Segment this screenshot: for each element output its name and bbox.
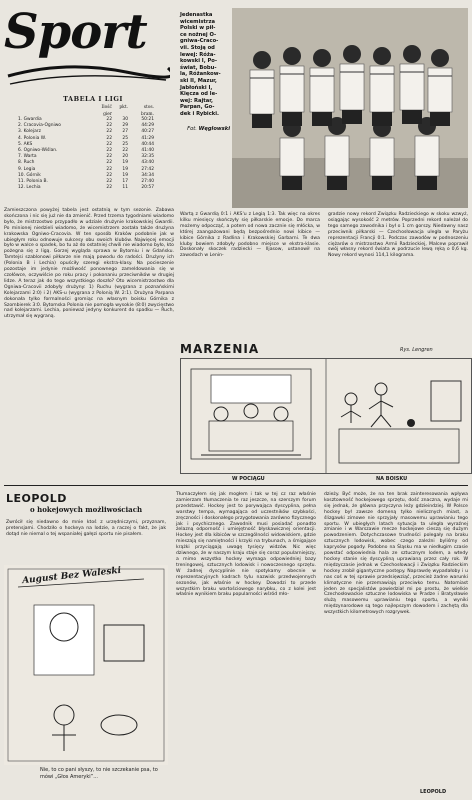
team-points: 27 [122,129,128,135]
team-points: 19 [122,172,128,178]
team-goals: 32:35 [141,154,154,160]
header-games: Ilość [101,105,112,110]
team-goals: 34:34 [141,172,154,178]
photo-caption-line: dek i Rybicki. [180,110,219,117]
cartoon-caption-left: W POCIĄGU [232,476,265,482]
team-name: 2. Cracovia-Ogniwo [18,123,61,129]
team-name: 5. AKS [18,141,33,147]
photo-caption-line: Polski w pił- [180,25,216,32]
leopold-subtitle: o hokejowych możliwościach [30,505,143,514]
league-table-title: TABELA I LIGI [63,95,123,103]
team-games: 22 [106,123,112,129]
league-table-header [18,105,168,110]
cartoon-caption-right: NA BOISKU [376,476,408,482]
team-photo-drawing [232,8,468,208]
team-points: 19 [122,166,128,172]
photo-caption-line: Parpan, Go- [180,104,215,111]
team-goals: 50:21 [141,117,154,122]
team-games: 22 [106,160,112,166]
leopold-cartoon-sign: August Bez Waleski [21,565,122,587]
cartoon-heading: MARZENIA [180,342,260,356]
team-goals: 27:40 [141,179,154,185]
photo-caption-line: lewej: Róża- [180,51,216,58]
photo-credit-name: Węglowski [198,125,230,132]
team-games: 22 [106,185,112,191]
league-table-row [18,185,168,191]
photo-caption-line: ce nożnej O- [180,31,217,38]
team-name: 6. Ogniwo-Wiślan. [18,148,58,154]
team-name: 7. Warta [18,154,37,160]
league-table-rows [18,117,168,191]
team-games: 22 [106,117,112,122]
photo-caption-line: Jabłoński I, [180,84,213,91]
team-name: 12. Lechia [18,185,41,191]
team-points: 17 [122,179,128,185]
cartoon-artist: Rys. Lengren [400,347,433,353]
cartoon-marzenia [180,358,472,474]
subheader-games: gier [103,112,112,117]
photo-caption-line: świat, Bobu- [180,64,217,71]
team-points: 25 [122,141,128,147]
team-name: 11. Polonia B. [18,179,48,185]
masthead-title: Sport [4,4,147,60]
sport-news-col-mid: Wartą z Gwardią 0:1 i AKS'u z Legią 1:3. Tak więc na okres kilku miesięcy skończyły się piłkarskie emocje. Do marca możemy odpocząć, a potem od nowa zacznie się młócka, w której zaangażowani będą bezpośrednio nowi kibice — kibice Górnika z Radlina i Krakowskiej Garbarni. Te dwa kluby bowiem zdobyły podobno miejsce w ekstra-klasie. Doskonały skoczek radziecki — Iljasow, ustanowił na zawodach w Lenin- [180,212,320,259]
team-points: 25 [122,135,128,141]
photo-caption-line: wicemistrza [180,18,215,25]
header-points: pkt. [119,105,128,110]
header-goals: stos. [143,105,154,110]
team-points: 20 [122,154,128,160]
lead-article-text: Zamieszczona powyżej tabela jest ostatnią w tym sezonie. Zabawa skończona i nic się już nie da zmienić. Przed trzema tygodniami wiadomo było, że mistrzostwo przypadło w udziale drużynie krakowskiej Gwardii. Po minionej niedzieli wiadomo, że wicemistrzem została także drużyna krakowska Ogniwo-Cracovia. W ten sposób Kraków podobnie jak w ubiegłym roku odnowuje sukcesy obu swoich klubów. Najwięcej emocji było w walce o spadek, bo tu aż do ostatniej chwili nie wiadomo było, kto pożegna się z ligą. Gorzej wygląda sprawa w Bytomiu i w Gdańsku. Tamtejsi szablonowi piłkarze nie mają powodu do radości. Drużyny ich (Polonia B i Lechia) opuściły szeregi ekstra-klasy. Na pocieszenie pozostaje im jedynie możliwość ponownego zameldowania się w czołówce, oczywiście po roku pracy i pokonaniu przeciwników w drugiej lidze. A teraz jak do tego wszystkiego doszło? Oto wicemistrzostwo dla Ogniwa-Cracovii zdobyły drużyny: 1) Ruchu (wygrana z poznańskimi Kolejarzami 2:0) i 2) AKS-u (wygrana z Polonią W. 2:1). Drużyna Parpana dokonała tylko formalności gromiąc na własnym boisku Górnika z Szombierek 3:0. Bytomska Polonia nie pomogła wysokie (8:0) zwycięstwo nad kolejarzami. Lechia, ponieważ jedyny konkurent do spadku — Ruch, utrzymał się wygraną. [4,208,174,320]
leopold-cartoon-drawing [4,565,168,765]
team-games: 22 [106,179,112,185]
team-points: 22 [122,148,128,154]
leopold-cartoon [4,565,168,765]
team-games: 22 [106,166,112,172]
leopold-col-2: Tłumaczyłem się jak mogłem i tak w tej cz raz właśnie zamierzam tłumaczenia te raz jeszcze, na szerszym forum przedstawić. Hockey jest to porywająca dyscyplina, pełna warstwy tempa, wymagająca od uczestników szybkości, zręczności i doskonałego przygotowania zarówno fizycznego jak i psychicznego. Zawodnik musi posiadać ponadto żelazną odporność i umiejętność błyskawicznej orientacji. Hockey jest dla kibiców w szczególności widowiskiem, gdzie mieszają się namiętności i krzyki na trybunach, a śmigające krążki przyciągają uwagę tysięcy widzów. Nic więc dziwnego, że w naszym kraju staje się coraz popularniejszy, a mimo wszystko hockey wymaga odpowiedniej bazy treningowej, sztucznych lodowisk i nowoczesnego sprzętu. W żadnej dyscyplinie nie spotykamy obecnie w reprezentacyjnych kadrach tylu nazwisk przedwojennych sezonów, jak właśnie w hockey. Dowodzi to przede wszystkim braku wartościowego narybku, co z kolei jest właśnie wynikiem braku popularności wśród mło- [176,492,316,598]
team-goals: 43:40 [141,160,154,166]
leopold-col-3: dzieży. Być może, że na ten brak zainteresowania wpływa kosztowność hockejowego sprzętu, dość znaczna, wydaje mi się jednak, że główna przyczyna leży gdzieindziej. W Polsce hockey był zawsze domeną tylko nielicznych miast, a ślizgawki zimowe nie sprzyjały masowemu uprawianiu tego sportu. W ubiegłych latach sytuacja ta uległa wyraźnej zmianie i w Warszawie mecze hockejowe cieszą się dużym powodzeniem. Dotychczasowe trudności polegały na braku sztucznych lodowisk, wobec czego zależni byliśmy od kaprysów pogody. Podobno na Śląsku ma w niedługim czasie powstać odpowiednia hala ze sztucznym lodem, a wtedy hockey stanie się dyscypliną uprawianą przez cały rok. W międzyczasie jednak w Czechosłowacji i Związku Radzieckim hockey zrobił gigantyczne postępy. Naprawdę wypadałoby i u nas coś w tej sprawie przedsięwziąć, przecież żadne warunki klimatyczne nie przemawiają przeciwko temu. Natomiast jeden ze specjalistów powiedział mi po prostu, że wielkie Czechosłowackie sztuczne lodowiska w Pradze i Bratysławie służą masowemu uprawianiu tego sportu, a wyniki międzynarodowe są tego najlepszym dowodem i zachętą dla wszystkich kilometrowych rozgrywek. [324,492,468,616]
leopold-signature: LEOPOLD [420,789,447,795]
masthead-underline-swash [6,58,170,88]
photo-caption-line: kowski I, Po- [180,58,218,65]
team-name: 10. Górnik [18,172,41,178]
leopold-intro: Zwrócił się niedawno do mnie ktoś z urzędniczymi, przyznam, pretensjami. Chodziło o hockeya na lodzie, a raczej o fakt, że jak dotąd nie niemal o tej wspaniałej gałęzi sportu nie pisałem. [6,520,166,537]
team-games: 22 [106,148,112,154]
photo-credit-label: Fot. [187,125,197,132]
team-name: 3. Kolejarz [18,129,41,135]
subheader-goals: bram. [140,112,154,117]
photo-caption-line: wej: Rajtar, [180,97,213,104]
leopold-title: LEOPOLD [6,492,67,505]
team-games: 22 [106,135,112,141]
team-name: 1. Gwardia [18,117,42,122]
league-table [18,95,168,191]
team-points: 19 [122,160,128,166]
team-goals: 40:27 [141,129,154,135]
sport-news-col-right: gradzie nowy rekord Związku Radzieckiego w skoku wzwyż, osiągając wysokość 2 metrów. Poprzedni rekord należał do tego samego zawodnika i był o 1 cm gorszy. Niedawny nasz przeciwnik piłkarski — Czechosłowacja uległa w Paryżu reprezentacji Francji 0:1. Podczas zawodów w podnoszeniu ciężarów o mistrzostwo Armii Radzieckiej, Malcew poprawił swój własny rekord świata w podrzucie lewą ręką o 0,6 kg. Nowy rekord wynosi 114,1 kilograma. [328,212,468,259]
photo-caption-line: la, Różankow- [180,71,221,78]
team-games: 22 [106,154,112,160]
leopold-cartoon-caption: Nie, to co pani słyszy, to nie szczekanie psa, to mówi „Głos Ameryki”... [40,767,158,780]
team-games: 22 [106,172,112,178]
team-name: 8. Ruch [18,160,35,166]
team-goals: 20:57 [141,185,154,191]
team-name: 9. Legia [18,166,36,172]
team-points: 30 [122,117,128,122]
team-goals: 41:29 [141,135,154,141]
team-photo [232,8,468,208]
photo-caption-line: ski II, Mazur, [180,77,217,84]
team-goals: 41:40 [141,148,154,154]
team-games: 22 [106,141,112,147]
cartoon-drawing [181,359,471,473]
section-divider [4,485,468,486]
team-games: 22 [106,129,112,135]
team-points: 29 [122,123,128,129]
photo-caption-line: vii. Stoją od [180,44,215,51]
photo-caption-line: Jedenastka [180,12,213,18]
photo-caption-line: Kięcza od le- [180,91,218,98]
team-goals: 27:42 [141,166,154,172]
team-goals: 44:29 [141,123,154,129]
team-name: 4. Polonia W. [18,135,46,141]
photo-caption [180,12,230,132]
photo-caption-line: gniwa-Craco- [180,38,219,45]
team-goals: 40:44 [141,141,154,147]
team-points: 11 [122,185,128,191]
